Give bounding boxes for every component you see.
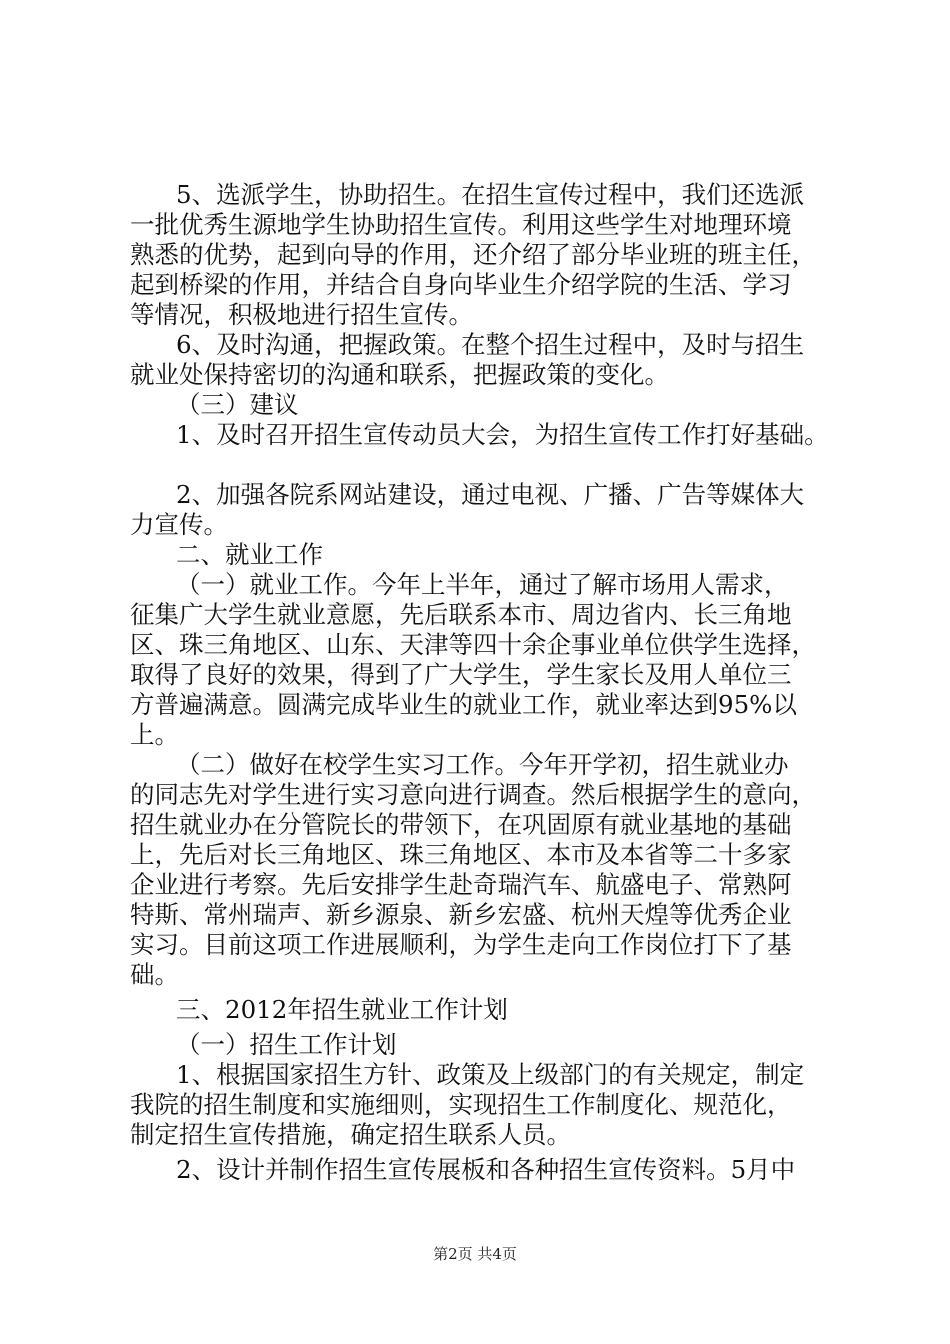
section-heading: 二、就业工作 [176,540,323,569]
paragraph-line: 2、设计并制作招生宣传展板和各种招生宣传资料。5月中 [176,1155,796,1184]
paragraph-line: 上。 [130,720,179,749]
paragraph-line: 方普遍满意。圆满完成毕业生的就业工作，就业率达到95%以 [130,690,797,719]
paragraph-line: 一批优秀生源地学生协助招生宣传。利用这些学生对地理环境 [130,210,792,239]
paragraph-line: （一）就业工作。今年上半年，通过了解市场用人需求， [176,570,789,599]
paragraph-line: 力宣传。 [130,510,228,539]
paragraph-line: 熟悉的优势，起到向导的作用，还介绍了部分毕业班的班主任， [130,240,816,269]
paragraph-line: 制定招生宣传措施，确定招生联系人员。 [130,1120,571,1149]
paragraph-line: 招生就业办在分管院长的带领下，在巩固原有就业基地的基础 [130,810,792,839]
paragraph-line: 2、加强各院系网站建设，通过电视、广播、广告等媒体大 [176,480,805,509]
paragraph-line: 征集广大学生就业意愿，先后联系本市、周边省内、长三角地 [130,600,792,629]
paragraph-line: 础。 [130,960,179,989]
section-heading: （一）招生工作计划 [176,1030,397,1059]
paragraph-line: 取得了良好的效果，得到了广大学生，学生家长及用人单位三 [130,660,792,689]
paragraph-line: 1、及时召开招生宣传动员大会，为招生宣传工作打好基础。 [176,420,829,449]
paragraph-line: 6、及时沟通，把握政策。在整个招生过程中，及时与招生 [176,330,805,359]
section-heading: （三）建议 [176,390,299,419]
paragraph-line: 实习。目前这项工作进展顺利，为学生走向工作岗位打下了基 [130,930,792,959]
paragraph-line: 企业进行考察。先后安排学生赴奇瑞汽车、航盛电子、常熟阿 [130,870,792,899]
paragraph-line: 上，先后对长三角地区、珠三角地区、本市及本省等二十多家 [130,840,792,869]
paragraph-line: 1、根据国家招生方针、政策及上级部门的有关规定，制定 [176,1060,805,1089]
paragraph-line: 等情况，积极地进行招生宣传。 [130,300,473,329]
paragraph-line: （二）做好在校学生实习工作。今年开学初，招生就业办 [176,750,789,779]
page-number-footer: 第2页 共4页 [433,1245,517,1263]
paragraph-line: 的同志先对学生进行实习意向进行调查。然后根据学生的意向， [130,780,816,809]
paragraph-line: 起到桥梁的作用，并结合自身向毕业生介绍学院的生活、学习 [130,270,792,299]
paragraph-line: 特斯、常州瑞声、新乡源泉、新乡宏盛、杭州天煌等优秀企业 [130,900,792,929]
section-heading: 三、2012年招生就业工作计划 [176,995,508,1024]
paragraph-line: 5、选派学生，协助招生。在招生宣传过程中，我们还选派 [176,180,805,209]
paragraph-line: 区、珠三角地区、山东、天津等四十余企事业单位供学生选择， [130,630,816,659]
paragraph-line: 就业处保持密切的沟通和联系，把握政策的变化。 [130,360,669,389]
paragraph-line: 我院的招生制度和实施细则，实现招生工作制度化、规范化， [130,1090,792,1119]
